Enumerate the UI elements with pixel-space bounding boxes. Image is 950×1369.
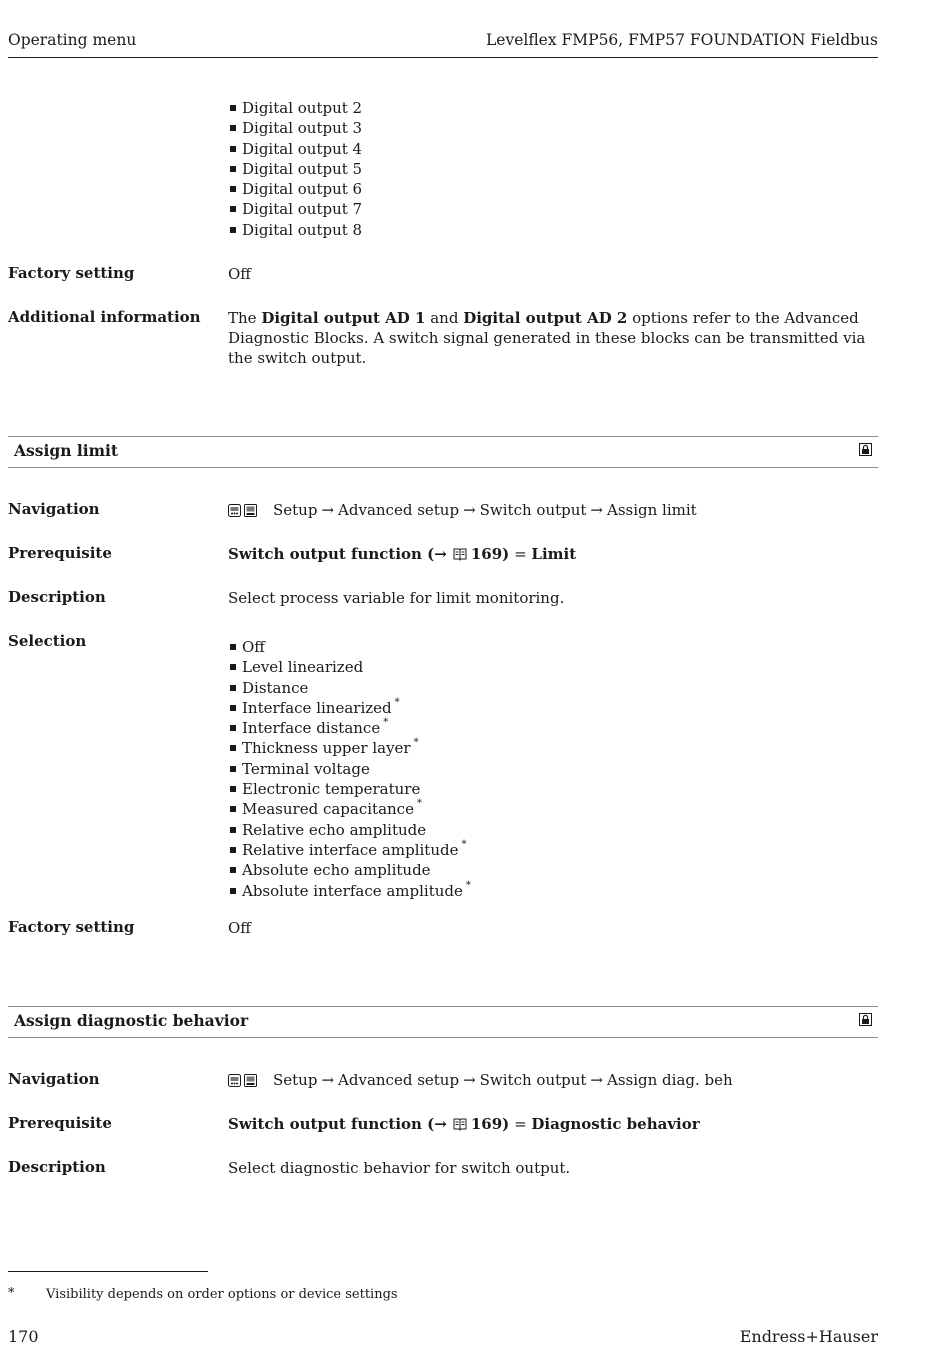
factory-setting-label: Factory setting — [8, 264, 135, 282]
bullet-icon — [230, 806, 236, 812]
bullet-icon — [230, 227, 236, 233]
header-rule — [8, 57, 878, 58]
factory-setting-label: Factory setting — [8, 918, 135, 936]
factory-setting-value: Off — [228, 265, 251, 283]
prerequisite-label: Prerequisite — [8, 1114, 112, 1132]
factory-setting-value: Off — [228, 919, 251, 937]
section-top-rule — [8, 436, 878, 437]
list-item: Terminal voltage — [228, 754, 471, 774]
description-text: Select diagnostic behavior for switch output. — [228, 1159, 571, 1177]
list-item: Digital output 7 — [228, 199, 362, 219]
list-item: Measured capacitance * — [228, 794, 471, 814]
local-display-icon — [244, 1074, 257, 1087]
navigation-path: Setup → Advanced setup → Switch output → Assign limit — [228, 500, 697, 520]
selection-option-list — [228, 632, 471, 900]
operating-tool-icon — [228, 1074, 241, 1087]
footnote-mark: * — [8, 1286, 15, 1301]
bullet-icon — [230, 867, 236, 873]
additional-information-label: Additional information — [8, 308, 201, 326]
page-reference-icon — [453, 1117, 467, 1131]
bullet-icon — [230, 186, 236, 192]
bullet-icon — [230, 705, 236, 711]
list-item: Digital output 3 — [228, 118, 362, 138]
list-item: Off — [228, 632, 471, 652]
list-item: Thickness upper layer * — [228, 733, 471, 753]
bullet-icon — [230, 766, 236, 772]
running-header-product: Levelflex FMP56, FMP57 FOUNDATION Fieldbus — [485, 31, 878, 49]
footnote-text: Visibility depends on order options or device settings — [46, 1287, 398, 1302]
section-bottom-rule — [8, 467, 878, 468]
bullet-icon — [230, 827, 236, 833]
navigation-label: Navigation — [8, 1070, 100, 1088]
brand-name: Endress+Hauser — [739, 1327, 878, 1346]
list-item: Absolute echo amplitude — [228, 855, 471, 875]
list-item: Relative echo amplitude — [228, 815, 471, 835]
list-item: Level linearized — [228, 652, 471, 672]
running-header-section: Operating menu — [8, 31, 137, 49]
bullet-icon — [230, 847, 236, 853]
bullet-icon — [230, 166, 236, 172]
list-item: Electronic temperature — [228, 774, 471, 794]
write-protect-lock-icon — [859, 1013, 872, 1026]
prerequisite-label: Prerequisite — [8, 544, 112, 562]
list-item: Digital output 8 — [228, 220, 362, 240]
list-item: Digital output 4 — [228, 139, 362, 159]
bullet-icon — [230, 206, 236, 212]
selection-label: Selection — [8, 632, 87, 650]
description-text: Select process variable for limit monitoring. — [228, 589, 565, 607]
additional-information-text: The Digital output AD 1 and Digital output AD 2 options refer to the Advanced Diagnostic Blocks. A switch signal generated in these blocks can be transmitted via the switch output. — [228, 309, 866, 367]
bullet-icon — [230, 105, 236, 111]
section-top-rule — [8, 1006, 878, 1007]
bullet-icon — [230, 644, 236, 650]
list-item: Interface linearized * — [228, 693, 471, 713]
list-item: Digital output 5 — [228, 159, 362, 179]
write-protect-lock-icon — [859, 443, 872, 456]
footnote-rule — [8, 1271, 208, 1272]
section-bottom-rule — [8, 1037, 878, 1038]
bullet-icon — [230, 685, 236, 691]
description-label: Description — [8, 1158, 106, 1176]
page-reference-icon — [453, 547, 467, 561]
list-item: Distance — [228, 673, 471, 693]
list-item: Digital output 6 — [228, 179, 362, 199]
bullet-icon — [230, 125, 236, 131]
section-title-assign-diagnostic-behavior: Assign diagnostic behavior — [14, 1011, 249, 1030]
list-item: Absolute interface amplitude * — [228, 876, 471, 896]
bullet-icon — [230, 745, 236, 751]
bullet-icon — [230, 725, 236, 731]
navigation-label: Navigation — [8, 500, 100, 518]
description-label: Description — [8, 588, 106, 606]
continued-option-list — [228, 98, 362, 240]
list-item: Interface distance * — [228, 713, 471, 733]
bullet-icon — [230, 786, 236, 792]
operating-tool-icon — [228, 504, 241, 517]
local-display-icon — [244, 504, 257, 517]
prerequisite-text: Switch output function (→ 169) = Limit — [228, 545, 577, 563]
list-item: Relative interface amplitude * — [228, 835, 471, 855]
section-title-assign-limit: Assign limit — [14, 441, 119, 460]
bullet-icon — [230, 146, 236, 152]
page-number: 170 — [8, 1327, 39, 1346]
list-item: Digital output 2 — [228, 98, 362, 118]
prerequisite-text: Switch output function (→ 169) = Diagnostic behavior — [228, 1115, 700, 1133]
navigation-path: Setup → Advanced setup → Switch output → Assign diag. beh — [228, 1070, 733, 1090]
bullet-icon — [230, 664, 236, 670]
bullet-icon — [230, 888, 236, 894]
